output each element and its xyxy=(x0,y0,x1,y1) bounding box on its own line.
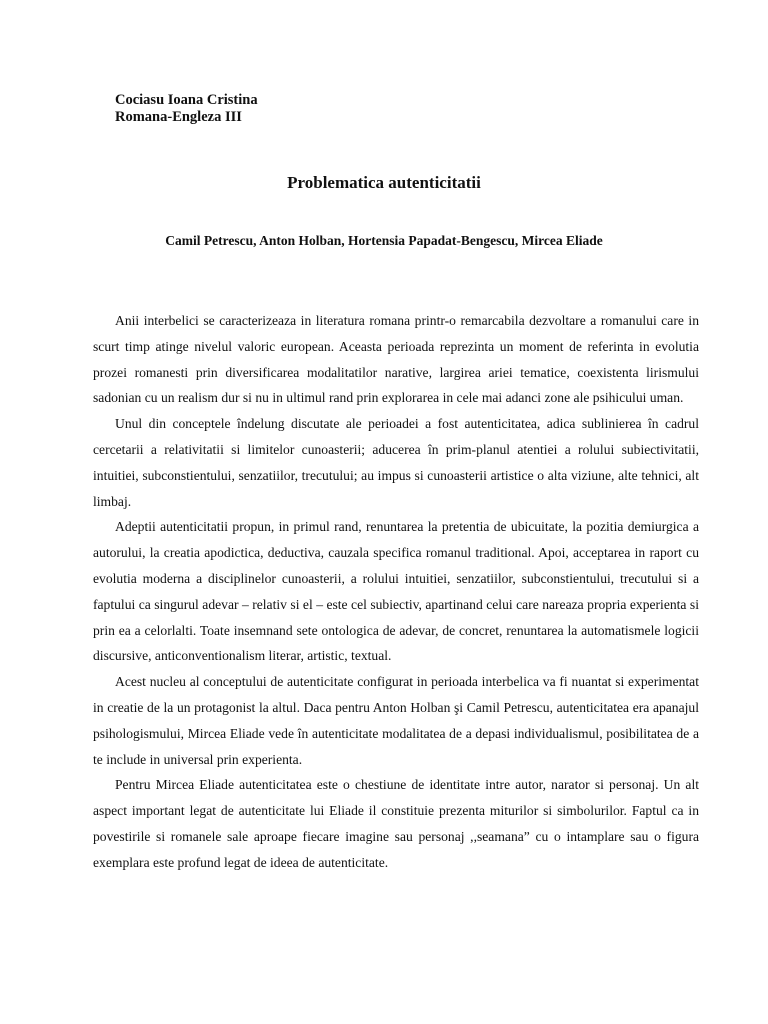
author-name: Cociasu Ioana Cristina xyxy=(115,92,258,108)
author-group: Romana-Engleza III xyxy=(115,109,242,125)
paragraph: Anii interbelici se caracterizeaza in literatura romana printr-o remarcabila dezvoltare a romanului care in scurt timp atinge nivelul valoric european. Aceasta perioada reprezinta un moment de referinta in evolutia prozei romanesti prin diversificarea modalitatilor narative, largirea ariei tematice, coexistenta lirismului sadonian cu un realism dur si nu in ultimul rand prin explorarea in cele mai adanci zone ale psihicului uman. xyxy=(93,313,699,406)
document-subtitle: Camil Petrescu, Anton Holban, Hortensia Papadat-Bengescu, Mircea Eliade xyxy=(165,233,603,248)
paragraph: Adeptii autenticitatii propun, in primul rand, renuntarea la pretentia de ubicuitate, la pozitia demiurgica a autorului, la creatia apodictica, deductiva, cauzala specifica romanul traditional. Apoi, acceptarea in raport cu evolutia moderna a disciplinelor cunoasterii, a rolului intuitiei, senzatiilor, subconstientului, trecutului si a faptului ca singurul adevar – relativ si el – este cel subiectiv, apartinand celui care nareaza propria experienta si prin ea a celorlalti. Toate insemnand sete ontologica de adevar, de concret, renuntarea la automatismele logicii discursive, anticonventionalism literar, artistic, textual. xyxy=(93,519,699,664)
author-block xyxy=(115,92,258,126)
document-title: Problematica autenticitatii xyxy=(287,173,481,192)
document-body xyxy=(93,308,699,876)
paragraph: Pentru Mircea Eliade autenticitatea este o chestiune de identitate intre autor, narator si personaj. Un alt aspect important legat de autenticitate lui Eliade il constituie prezenta miturilor si simbolurilor. Faptul ca in povestirile si romanele sale aproape fiecare imagine sau personaj ,,seamana” cu o intamplare sau o figura exemplara este profund legat de ideea de autenticitate. xyxy=(93,777,699,870)
paragraph: Unul din conceptele îndelung discutate ale perioadei a fost autenticitatea, adica sublinierea în cadrul cercetarii a relativitatii si limitelor cunoasterii; aducerea în prim-planul atentiei a rolului subiectivitatii, intuitiei, subconstientului, senzatiilor, trecutului; au impus si cunoasterii artistice o alta viziune, alte tehnici, alt limbaj. xyxy=(93,416,699,509)
paragraph: Acest nucleu al conceptului de autenticitate configurat in perioada interbelica va fi nuantat si experimentat in creatie de la un protagonist la altul. Daca pentru Anton Holban şi Camil Petrescu, autenticitatea era apanajul psihologismului, Mircea Eliade vede în autenticitate modalitatea de a depasi individualismul, posibilitatea de a te include in universal prin experienta. xyxy=(93,674,699,767)
